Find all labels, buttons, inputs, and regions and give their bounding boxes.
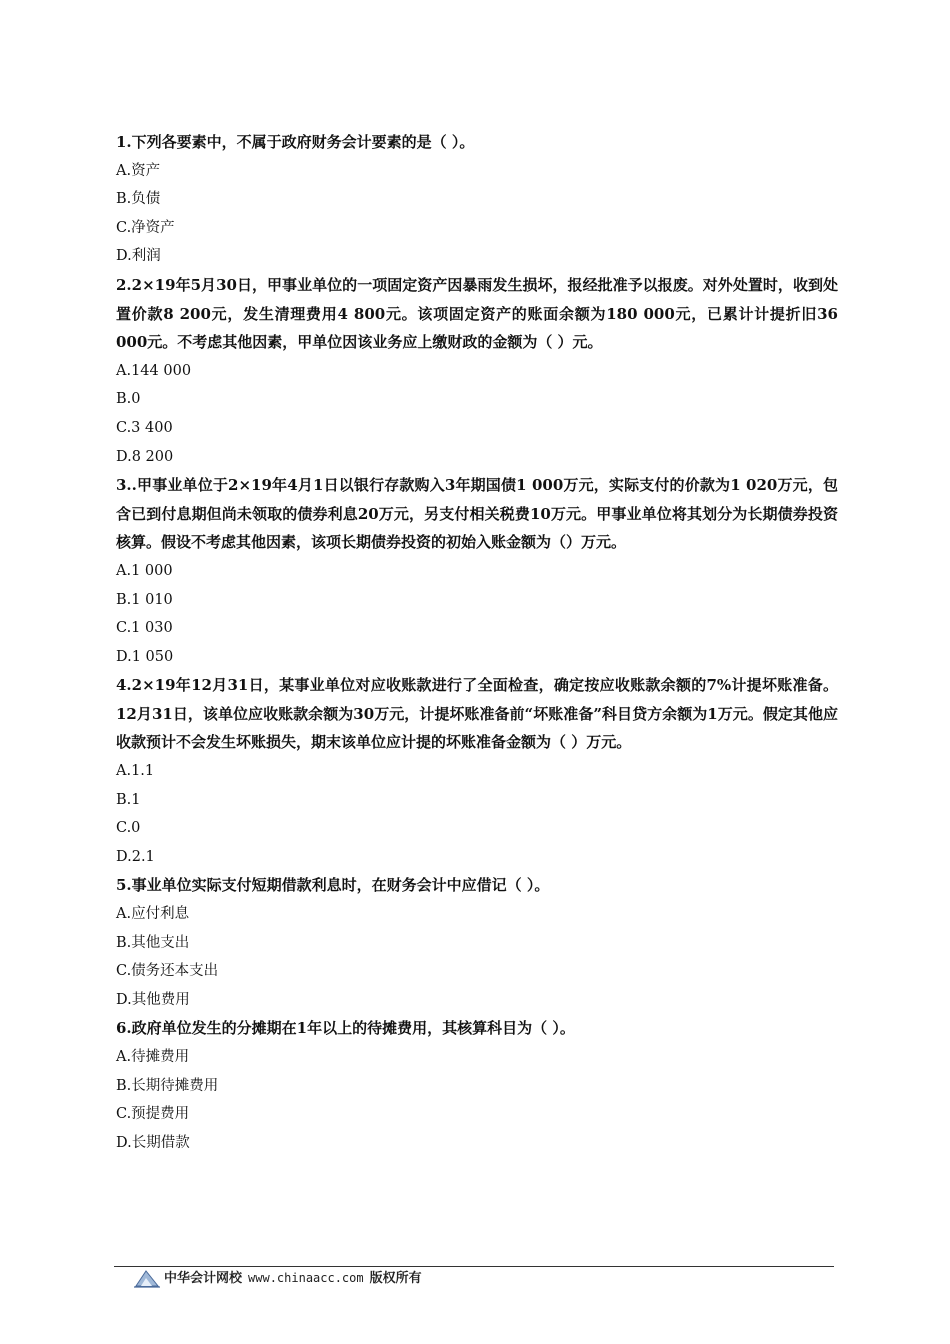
option-b: B.长期待摊费用 bbox=[116, 1077, 219, 1094]
question-list bbox=[116, 128, 838, 1157]
option-c: C.债务还本支出 bbox=[116, 963, 219, 980]
option-d: D.2.1 bbox=[116, 848, 155, 865]
option-a: A.应付利息 bbox=[116, 906, 190, 923]
question-block bbox=[116, 1014, 838, 1157]
option-b: B.负债 bbox=[116, 191, 161, 208]
option-d: D.1 050 bbox=[116, 648, 174, 665]
option-d: D.其他费用 bbox=[116, 991, 190, 1008]
option-c: C.净资产 bbox=[116, 219, 175, 236]
footer-url[interactable]: www.chinaacc.com bbox=[248, 1271, 364, 1285]
option-d: D.8 200 bbox=[116, 448, 174, 465]
option-a: A.待摊费用 bbox=[116, 1049, 190, 1065]
question-stem: 3..甲事业单位于2×19年4月1日以银行存款购入3年期国债1 000万元，实际支付的价款为1 020万元，包含已到付息期但尚未领取的债券利息20万元，另支付相关税费10万元。甲事业单位将其划分为长期债券投资核算。假设不考虑其他因素，该项长期债券投资的初始入账金额为（）万元。 bbox=[116, 476, 838, 552]
question-block bbox=[116, 671, 838, 871]
footer-text bbox=[164, 1270, 422, 1287]
option-b: B.0 bbox=[116, 391, 141, 408]
option-d: D.长期借款 bbox=[116, 1134, 190, 1151]
page-footer bbox=[114, 1266, 834, 1290]
option-c: C.3 400 bbox=[116, 419, 173, 436]
question-stem: 1.下列各要素中，不属于政府财务会计要素的是（ ）。 bbox=[116, 133, 475, 151]
school-logo-icon bbox=[134, 1268, 160, 1288]
option-d: D.利润 bbox=[116, 248, 161, 265]
option-b: B.1 010 bbox=[116, 591, 173, 608]
question-block bbox=[116, 871, 838, 1014]
option-c: C.1 030 bbox=[116, 620, 173, 637]
option-a: A.1.1 bbox=[116, 763, 155, 780]
option-a: A.144 000 bbox=[116, 362, 192, 379]
option-a: A.1 000 bbox=[116, 562, 173, 579]
question-stem: 5.事业单位实际支付短期借款利息时，在财务会计中应借记（ ）。 bbox=[116, 876, 550, 895]
question-stem: 6.政府单位发生的分摊期在1年以上的待摊费用，其核算科目为（ ）。 bbox=[116, 1019, 575, 1038]
question-block bbox=[116, 271, 838, 471]
option-c: C.0 bbox=[116, 820, 141, 837]
question-block bbox=[116, 471, 838, 671]
option-a: A.资产 bbox=[116, 162, 161, 179]
question-stem: 4.2×19年12月31日，某事业单位对应收账款进行了全面检查，确定按应收账款余额的7%计提坏账准备。12月31日，该单位应收账款余额为30万元，计提坏账准备前“坏账准备”科目贷方余额为1万元。假定其他应收款预计不会发生坏账损失，期末该单位应计提的坏账准备金额为（ ）万元。 bbox=[116, 676, 838, 752]
footer-brand: 中华会计网校 bbox=[164, 1271, 243, 1286]
footer-divider bbox=[114, 1266, 834, 1267]
question-block bbox=[116, 128, 838, 271]
option-b: B.其他支出 bbox=[116, 934, 190, 951]
question-stem: 2.2×19年5月30日，甲事业单位的一项固定资产因暴雨发生损坏，报经批准予以报废。对外处置时，收到处置价款8 200元，发生清理费用4 800元。该项固定资产的账面余额为180 000元，已累计计提折旧36 000元。不考虑其他因素，甲单位因该业务应上缴财政的金额为（ ）元。 bbox=[116, 275, 838, 352]
footer-rights: 版权所有 bbox=[369, 1271, 422, 1286]
option-c: C.预提费用 bbox=[116, 1106, 190, 1123]
option-b: B.1 bbox=[116, 791, 141, 808]
